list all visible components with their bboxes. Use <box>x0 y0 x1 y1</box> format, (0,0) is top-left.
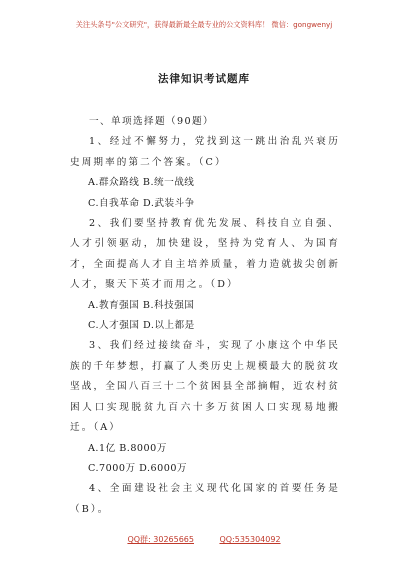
footer-qq-group: QQ群: 30265665 <box>127 535 194 544</box>
question-1-options-row-2: C.自我革命 D.武装斗争 <box>88 197 195 209</box>
question-4: 4、全面建设社会主义现代化国家的首要任务是（B）。 <box>70 483 340 515</box>
question-2-options-row-1: A.教育强国 B.科技强国 <box>88 299 195 311</box>
question-1-options-row-1: A.群众路线 B.统一战线 <box>88 177 195 189</box>
document-body <box>70 112 340 520</box>
footer-qq: QQ:535304092 <box>219 535 281 544</box>
section-heading: 一、单项选择题（90题） <box>89 116 214 127</box>
question-2-options-row-2: C.人才强国 D.以上都是 <box>88 320 195 332</box>
document-title: 法律知识考试题库 <box>158 73 250 85</box>
footer-contact <box>0 534 408 545</box>
question-3-options-row-1: A.1亿 B.8000万 <box>88 442 167 454</box>
question-3-options-row-2: C.7000万 D.6000万 <box>88 462 188 474</box>
header-note: 关注头条号"公文研究"，获得最新最全最专业的公文资料库！ 微信：gongwenyj <box>75 20 333 29</box>
question-1: 1、经过不懈努力，党找到这一跳出治乱兴衰历史周期率的第二个答案。（C） <box>70 136 340 168</box>
question-2: 2、我们要坚持教育优先发展、科技自立自强、人才引领驱动，加快建设，坚持为党育人、为国育才，全面提高人才自主培养质量，着力造就拔尖创新人才，聚天下英才而用之。（D） <box>70 218 340 291</box>
question-3: 3、我们经过接续奋斗，实现了小康这个中华民族的千年梦想，打赢了人类历史上规模最大的脱贫攻坚战，全国八百三十二个贫困县全部摘帽，近农村贫困人口实现脱贫九百六十多万贫困人口实现易地搬迁。（A） <box>70 340 340 434</box>
